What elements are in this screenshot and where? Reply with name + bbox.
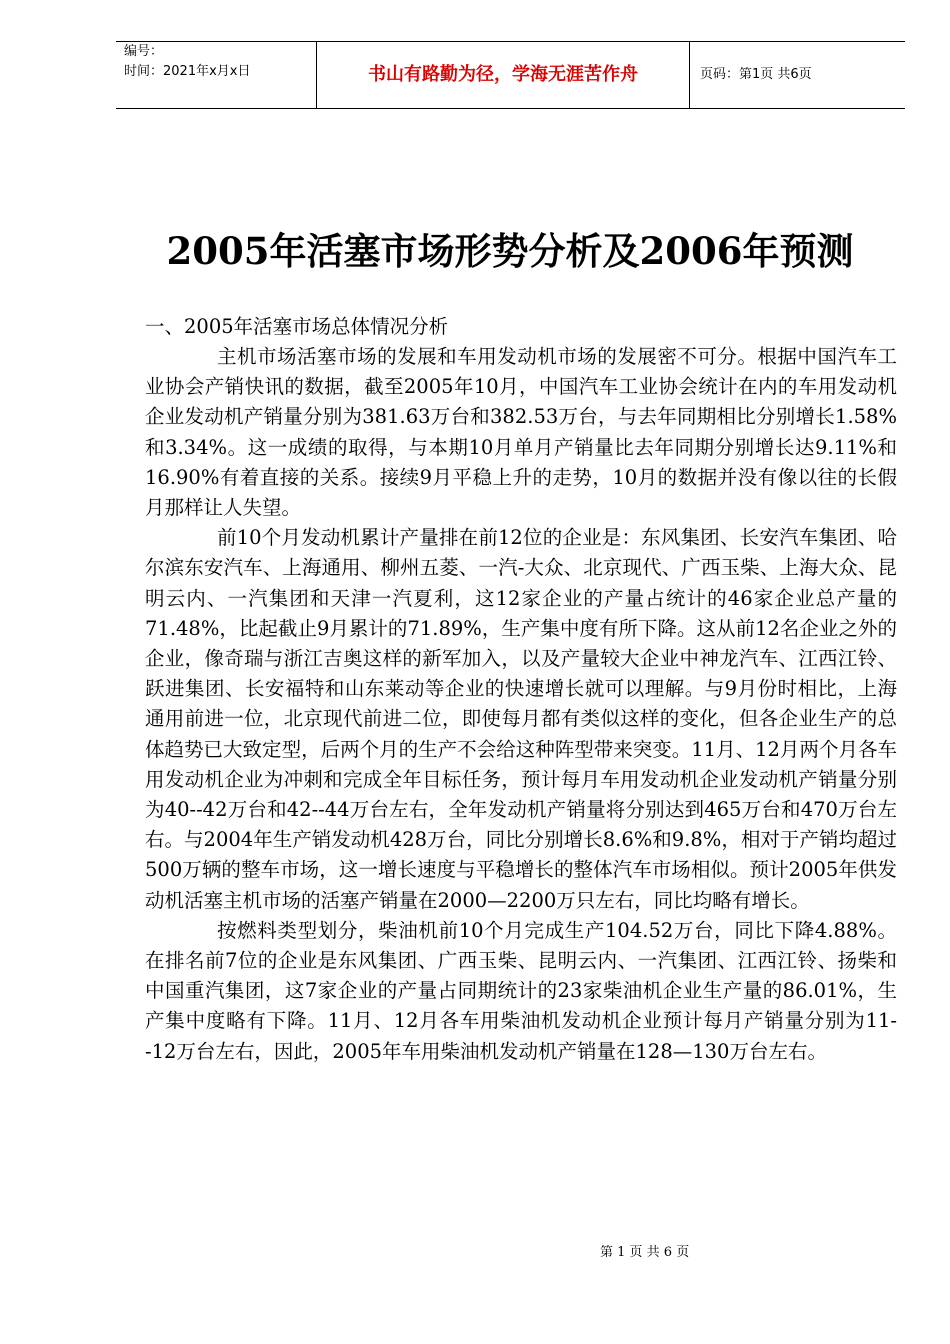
header-meta-cell: [116, 42, 317, 108]
header-motto-cell: [317, 42, 690, 108]
document-body: [145, 312, 897, 1067]
motto-text: 书山有路勤为径，学海无涯苦作舟: [368, 64, 638, 85]
document-title: 2005年活塞市场形势分析及2006年预测: [166, 229, 854, 273]
paragraph: 主机市场活塞市场的发展和车用发动机市场的发展密不可分。根据中国汽车工业协会产销快讯的数据，截至2005年10月，中国汽车工业协会统计在内的车用发动机企业发动机产销量分别为381.63万台和382.53万台，与去年同期相比分别增长1.58%和3.34%。这一成绩的取得，与本期10月单月产销量比去年同期分别增长达9.11%和16.90%有着直接的关系。接续9月平稳上升的走势，10月的数据并没有像以往的长假月那样让人失望。: [145, 345, 897, 520]
number-label: 编号：: [124, 44, 164, 59]
paragraph: 按燃料类型划分，柴油机前10个月完成生产104.52万台，同比下降4.88%。在排名前7位的企业是东风集团、广西玉柴、昆明云内、一汽集团、江西江铃、扬柴和中国重汽集团，这7家企业的产量占同期统计的23家柴油机企业生产量的86.01%，生产集中度略有下降。11月、12月各车用柴油机发动机企业预计每月产销量分别为11--12万台左右，因此，2005年车用柴油机发动机产销量在128—130万台左右。: [145, 918, 897, 1063]
paragraph: 前10个月发动机累计产量排在前12位的企业是：东风集团、长安汽车集团、哈尔滨东安汽车、上海通用、柳州五菱、一汽-大众、北京现代、广西玉柴、上海大众、昆明云内、一汽集团和天津一汽夏利，这12家企业的产量占统计的46家企业总产量的71.48%，比起截止9月累计的71.89%，生产集中度有所下降。这从前12名企业之外的企业，像奇瑞与浙江吉奥这样的新军加入，以及产量较大企业中神龙汽车、江西江铃、跃进集团、长安福特和山东莱动等企业的快速增长就可以理解。与9月份时相比，上海通用前进一位，北京现代前进二位，即使每月都有类似这样的变化，但各企业生产的总体趋势已大致定型，后两个月的生产不会给这种阵型带来突变。11月、12月两个月各车用发动机企业为冲刺和完成全年目标任务，预计每月车用发动机企业发动机产销量分别为40--42万台和42--44万台左右，全年发动机产销量将分别达到465万台和470万台左右。与2004年生产销发动机428万台，同比分别增长8.6%和9.8%，相对于产销均超过500万辆的整车市场，这一增长速度与平稳增长的整体汽车市场相似。预计2005年供发动机活塞主机市场的活塞产销量在2000—2200万只左右，同比均略有增长。: [145, 526, 897, 912]
page-footer: 第 1 页 共 6 页: [600, 1245, 690, 1260]
time-label: 时间：2021年x月x日: [124, 64, 251, 79]
header-page-cell: [690, 42, 905, 108]
section-heading: 一、2005年活塞市场总体情况分析: [145, 315, 449, 338]
page-info: 页码：第1页 共6页: [700, 67, 812, 82]
header-table: [116, 41, 905, 109]
